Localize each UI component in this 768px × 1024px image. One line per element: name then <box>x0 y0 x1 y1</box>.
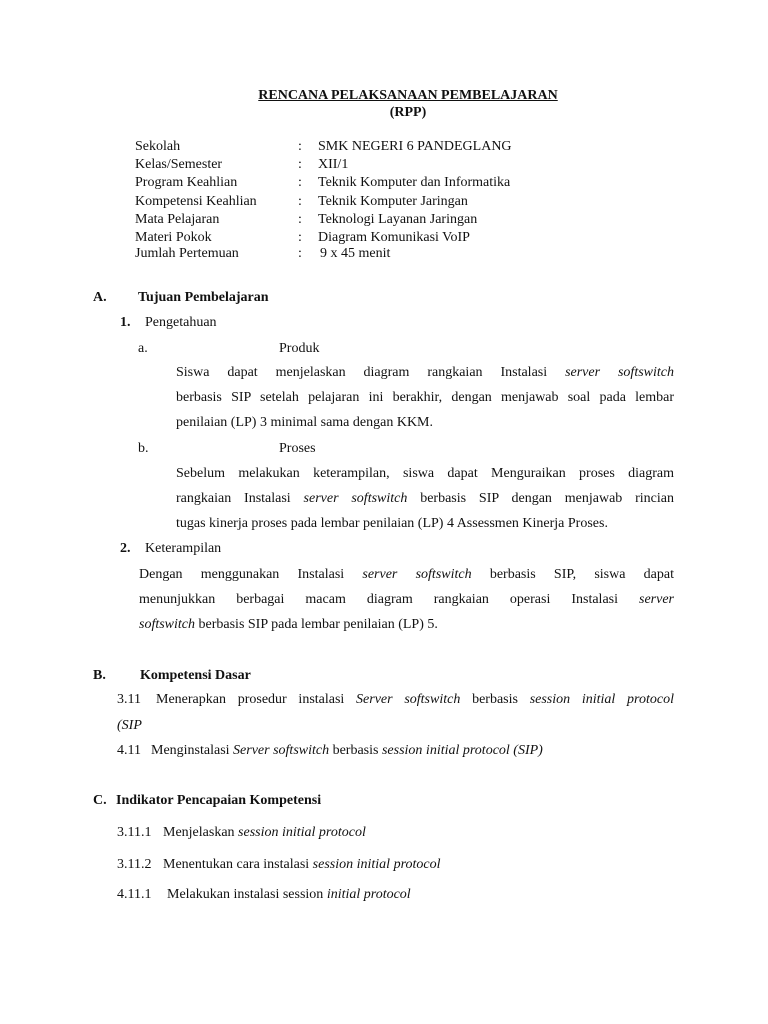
item-2-label: Keterampilan <box>145 541 222 556</box>
indicator-text: Menentukan cara instalasi session initial protocol <box>163 857 441 872</box>
identity-label: Kelas/Semester <box>135 157 223 172</box>
identity-value: Diagram Komunikasi VoIP <box>318 230 470 245</box>
item-b-line: Sebelum melakukan keterampilan, siswa dapat Menguraikan proses diagram <box>176 466 674 481</box>
identity-value: Teknologi Layanan Jaringan <box>318 212 478 227</box>
identity-value: 9 x 45 menit <box>320 246 391 261</box>
identity-value: XII/1 <box>318 157 349 172</box>
item-b-line: tugas kinerja proses pada lembar penilaian (LP) 4 Assessmen Kinerja Proses. <box>176 516 608 531</box>
indicator-number: 3.11.2 <box>117 857 152 872</box>
item-2-line: menunjukkan berbagai macam diagram rangkaian operasi Instalasi server <box>139 592 674 607</box>
kd-number: 4.11 <box>117 743 141 758</box>
identity-label: Kompetensi Keahlian <box>135 194 257 209</box>
document-title: RENCANA PELAKSANAAN PEMBELAJARAN <box>258 88 558 103</box>
section-c-letter: C. <box>93 793 107 808</box>
item-2-line: Dengan menggunakan Instalasi server softswitch berbasis SIP, siswa dapat <box>139 567 674 582</box>
indicator-number: 3.11.1 <box>117 825 152 840</box>
identity-colon: : <box>298 157 302 172</box>
indicator-number: 4.11.1 <box>117 887 152 902</box>
identity-colon: : <box>298 212 302 227</box>
kd-number: 3.11 <box>117 692 141 707</box>
section-a-heading: Tujuan Pembelajaran <box>138 290 269 305</box>
identity-label: Sekolah <box>135 139 181 154</box>
item-1-number: 1. <box>120 315 131 330</box>
item-b-letter: b. <box>138 441 149 456</box>
item-b-line: rangkaian Instalasi server softswitch berbasis SIP dengan menjawab rincian <box>176 491 674 506</box>
item-2-number: 2. <box>120 541 131 556</box>
identity-value: Teknik Komputer dan Informatika <box>318 175 511 190</box>
kd-text: Menginstalasi Server softswitch berbasis session initial protocol (SIP) <box>151 743 543 758</box>
section-c-heading: Indikator Pencapaian Kompetensi <box>116 793 322 808</box>
item-a-letter: a. <box>138 341 148 356</box>
indicator-text: Melakukan instalasi session initial protocol <box>167 887 411 902</box>
section-a-letter: A. <box>93 290 107 305</box>
indicator-text: Menjelaskan session initial protocol <box>163 825 366 840</box>
document-subtitle: (RPP) <box>389 105 427 120</box>
identity-colon: : <box>298 175 302 190</box>
section-b-heading: Kompetensi Dasar <box>140 668 251 683</box>
item-a-line: Siswa dapat menjelaskan diagram rangkaian Instalasi server softswitch <box>176 365 674 380</box>
identity-value: Teknik Komputer Jaringan <box>318 194 468 209</box>
identity-colon: : <box>298 246 302 261</box>
item-a-line: berbasis SIP setelah pelajaran ini berakhir, dengan menjawab soal pada lembar <box>176 390 674 405</box>
identity-label: Materi Pokok <box>135 230 212 245</box>
identity-colon: : <box>298 139 302 154</box>
identity-label: Jumlah Pertemuan <box>135 246 239 261</box>
identity-label: Program Keahlian <box>135 175 238 190</box>
kd-text: Menerapkan prosedur instalasi Server softswitch berbasis session initial protocol <box>156 692 674 707</box>
item-b-label: Proses <box>279 441 316 456</box>
item-2-line: softswitch berbasis SIP pada lembar penilaian (LP) 5. <box>139 617 438 632</box>
item-a-label: Produk <box>279 341 320 356</box>
item-a-line: penilaian (LP) 3 minimal sama dengan KKM. <box>176 415 433 430</box>
item-1-label: Pengetahuan <box>145 315 217 330</box>
identity-colon: : <box>298 194 302 209</box>
identity-colon: : <box>298 230 302 245</box>
identity-value: SMK NEGERI 6 PANDEGLANG <box>318 139 512 154</box>
kd-text-continued: (SIP <box>117 718 142 733</box>
identity-label: Mata Pelajaran <box>135 212 220 227</box>
section-b-letter: B. <box>93 668 106 683</box>
